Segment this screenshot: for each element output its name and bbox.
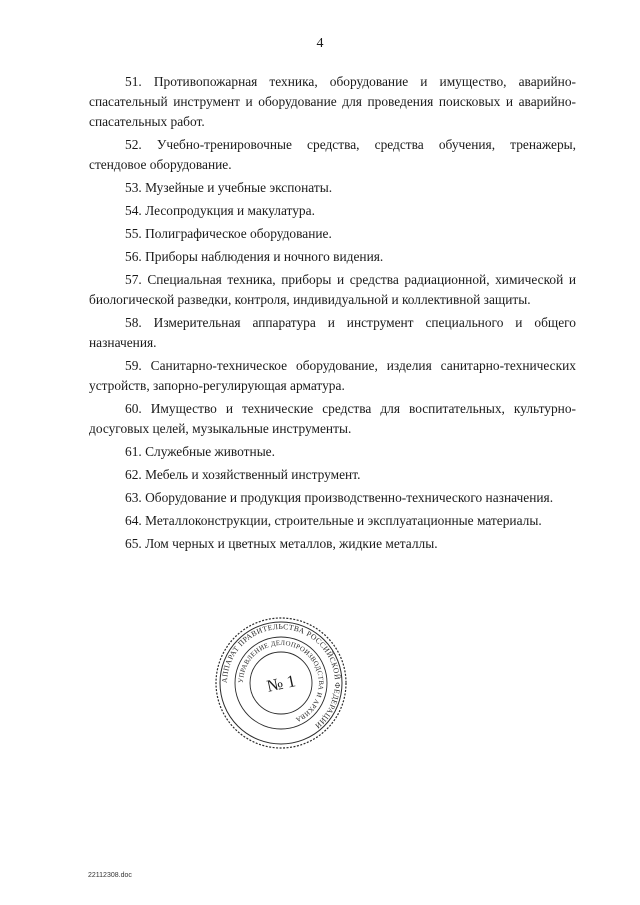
svg-text:УПРАВЛЕНИЕ ДЕЛОПРОИЗВОДСТВА И: УПРАВЛЕНИЕ ДЕЛОПРОИЗВОДСТВА И АРХИВА xyxy=(237,639,325,723)
list-item: 53. Музейные и учебные экспонаты. xyxy=(125,180,333,195)
list-item: 64. Металлоконструкции, строительные и эксплуатационные материалы. xyxy=(125,513,542,528)
list-item: 57. Специальная техника, приборы и средства радиационной, химической и биологической разведки, контроля, индивидуальной и коллективной защиты. xyxy=(89,272,576,307)
item-list xyxy=(89,72,576,557)
svg-text:АППАРАТ ПРАВИТЕЛЬСТВА РОССИЙСК: АППАРАТ ПРАВИТЕЛЬСТВА РОССИЙСКОЙ ФЕДЕРАЦИИ xyxy=(219,621,343,731)
stamp-seal-icon xyxy=(214,616,348,750)
list-item: 61. Служебные животные. xyxy=(125,444,275,459)
list-item: 56. Приборы наблюдения и ночного видения. xyxy=(125,249,384,264)
list-item: 60. Имущество и технические средства для воспитательных, культурно-досуговых целей, музыкальные инструменты. xyxy=(89,401,576,436)
list-item: 52. Учебно-тренировочные средства, средства обучения, тренажеры, стендовое оборудование. xyxy=(89,137,576,172)
document-code: 22112308.doc xyxy=(88,872,132,879)
official-stamp xyxy=(214,616,348,750)
list-item: 63. Оборудование и продукция производственно-технического назначения. xyxy=(125,490,554,505)
stamp-number: № 1 xyxy=(264,671,298,696)
list-item: 54. Лесопродукция и макулатура. xyxy=(125,203,315,218)
list-item: 58. Измерительная аппаратура и инструмент специального и общего назначения. xyxy=(89,315,576,350)
list-item: 65. Лом черных и цветных металлов, жидкие металлы. xyxy=(125,536,438,551)
list-item: 55. Полиграфическое оборудование. xyxy=(125,226,332,241)
list-item: 62. Мебель и хозяйственный инструмент. xyxy=(125,467,361,482)
list-item: 59. Санитарно-техническое оборудование, изделия санитарно-технических устройств, запорно-регулирующая арматура. xyxy=(89,358,576,393)
page-number: 4 xyxy=(316,36,324,51)
list-item: 51. Противопожарная техника, оборудование и имущество, аварийно-спасательный инструмент и оборудование для проведения поисковых и аварийно-спасательных работ. xyxy=(89,74,576,129)
